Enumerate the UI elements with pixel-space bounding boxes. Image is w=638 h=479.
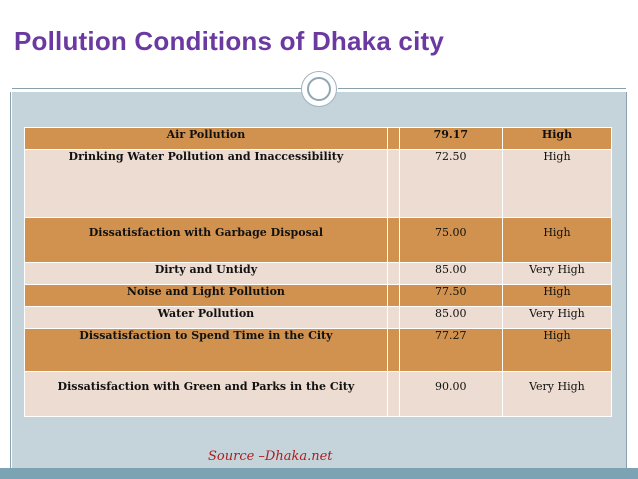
bottom-bar (0, 468, 638, 479)
spacer-cell (387, 372, 399, 417)
row-value: 85.00 (399, 307, 502, 329)
table-row (25, 263, 612, 285)
right-border-line (626, 92, 627, 468)
row-level: Very High (502, 263, 611, 285)
page-title: Pollution Conditions of Dhaka city (14, 26, 445, 56)
row-name: Dirty and Untidy (25, 263, 388, 285)
row-level: High (502, 329, 611, 372)
row-value: 79.17 (399, 128, 502, 150)
spacer-cell (387, 285, 399, 307)
row-level: Very High (502, 307, 611, 329)
table-row (25, 329, 612, 372)
row-value: 72.50 (399, 150, 502, 218)
title-divider-right (338, 88, 626, 89)
row-name: Dissatisfaction with Green and Parks in the City (25, 372, 388, 417)
source-citation: Source –Dhaka.net (208, 449, 333, 464)
row-name: Dissatisfaction to Spend Time in the City (25, 329, 388, 372)
table-row (25, 128, 612, 150)
row-name: Noise and Light Pollution (25, 285, 388, 307)
spacer-cell (387, 128, 399, 150)
row-level: High (502, 285, 611, 307)
table-row (25, 372, 612, 417)
divider-circle-inner (307, 77, 331, 101)
row-level: High (502, 218, 611, 263)
row-value: 90.00 (399, 372, 502, 417)
row-level: High (502, 150, 611, 218)
table-row (25, 285, 612, 307)
table-row (25, 150, 612, 218)
row-name: Water Pollution (25, 307, 388, 329)
row-name: Drinking Water Pollution and Inaccessibility (25, 150, 388, 218)
spacer-cell (387, 218, 399, 263)
pollution-table (24, 127, 612, 417)
spacer-cell (387, 329, 399, 372)
title-divider-left (12, 88, 304, 89)
left-border-line (10, 92, 11, 468)
spacer-cell (387, 150, 399, 218)
table-row (25, 218, 612, 263)
spacer-cell (387, 263, 399, 285)
row-name: Dissatisfaction with Garbage Disposal (25, 218, 388, 263)
table-row (25, 307, 612, 329)
row-value: 75.00 (399, 218, 502, 263)
row-level: High (502, 128, 611, 150)
row-value: 77.50 (399, 285, 502, 307)
row-name: Air Pollution (25, 128, 388, 150)
row-value: 85.00 (399, 263, 502, 285)
row-level: Very High (502, 372, 611, 417)
divider-circle-ornament (301, 71, 337, 107)
row-value: 77.27 (399, 329, 502, 372)
spacer-cell (387, 307, 399, 329)
